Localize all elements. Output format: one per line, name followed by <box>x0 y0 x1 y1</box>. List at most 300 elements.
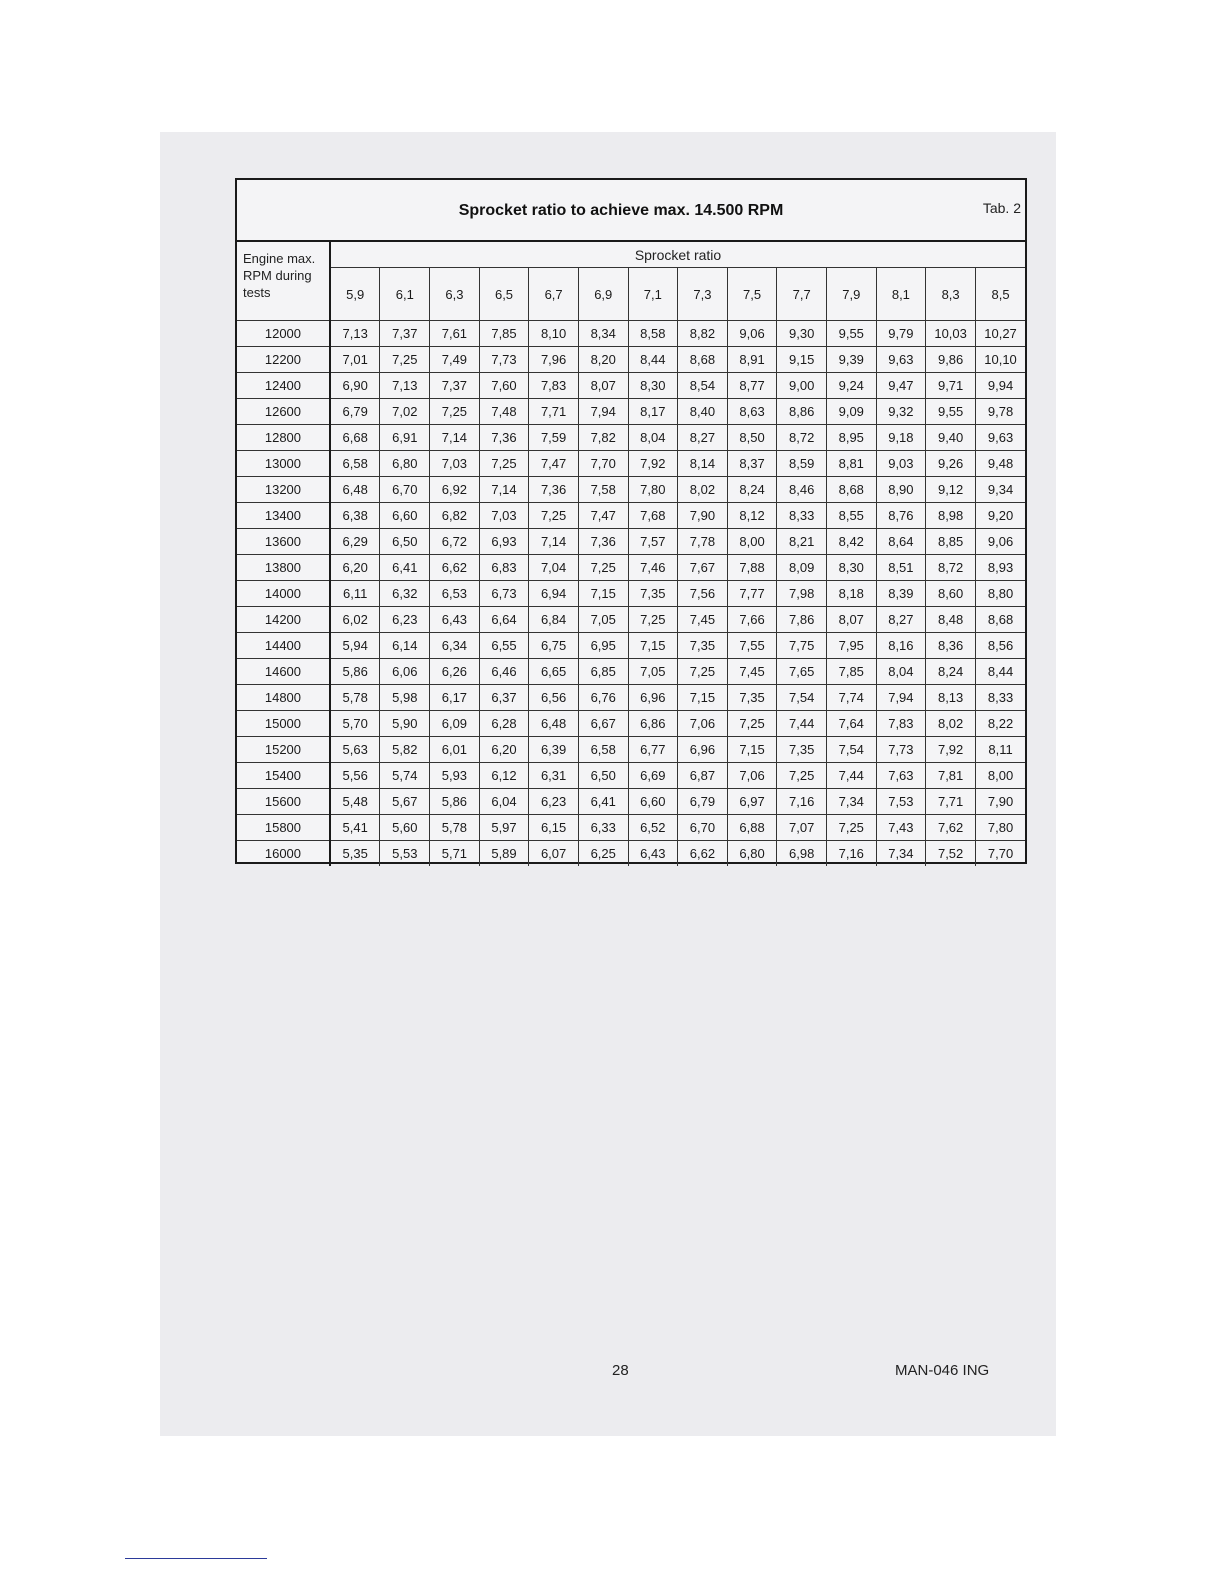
ratio-cell: 7,37 <box>380 321 430 347</box>
ratio-cell: 5,78 <box>330 685 380 711</box>
table-title: Sprocket ratio to achieve max. 14.500 RPM <box>458 202 784 219</box>
ratio-cell: 7,71 <box>926 789 976 815</box>
ratio-cell: 6,60 <box>628 789 678 815</box>
ratio-cell: 9,00 <box>777 373 827 399</box>
rpm-cell: 15800 <box>237 815 330 841</box>
ratio-cell: 9,20 <box>976 503 1025 529</box>
ratio-cell: 7,35 <box>777 737 827 763</box>
ratio-cell: 7,71 <box>529 399 579 425</box>
ratio-cell: 7,15 <box>678 685 728 711</box>
ratio-cell: 7,45 <box>678 607 728 633</box>
table-row <box>237 399 1025 425</box>
ratio-cell: 6,67 <box>578 711 628 737</box>
rpm-cell: 13800 <box>237 555 330 581</box>
ratio-cell: 5,82 <box>380 737 430 763</box>
ratio-cell: 5,56 <box>330 763 380 789</box>
ratio-cell: 9,55 <box>826 321 876 347</box>
ratio-cell: 8,40 <box>678 399 728 425</box>
column-header-row <box>237 268 1025 321</box>
ratio-cell: 7,94 <box>876 685 926 711</box>
ratio-cell: 7,62 <box>926 815 976 841</box>
ratio-cell: 5,48 <box>330 789 380 815</box>
ratio-cell: 5,86 <box>330 659 380 685</box>
ratio-cell: 6,72 <box>430 529 480 555</box>
ratio-cell: 5,98 <box>380 685 430 711</box>
ratio-cell: 6,04 <box>479 789 529 815</box>
ratio-cell: 5,97 <box>479 815 529 841</box>
rpm-cell: 13200 <box>237 477 330 503</box>
ratio-cell: 6,12 <box>479 763 529 789</box>
rpm-cell: 12400 <box>237 373 330 399</box>
rpm-cell: 12000 <box>237 321 330 347</box>
ratio-cell: 6,50 <box>578 763 628 789</box>
ratio-cell: 7,86 <box>777 607 827 633</box>
ratio-cell: 7,25 <box>826 815 876 841</box>
rpm-cell: 13600 <box>237 529 330 555</box>
ratio-cell: 6,88 <box>727 815 777 841</box>
table-row <box>237 503 1025 529</box>
ratio-cell: 6,93 <box>479 529 529 555</box>
ratio-cell: 9,39 <box>826 347 876 373</box>
ratio-cell: 8,85 <box>926 529 976 555</box>
ratio-cell: 9,06 <box>976 529 1025 555</box>
ratio-cell: 6,06 <box>380 659 430 685</box>
ratio-cell: 7,56 <box>678 581 728 607</box>
document-code: MAN-046 ING <box>895 1362 990 1379</box>
ratio-cell: 7,15 <box>727 737 777 763</box>
ratio-cell: 6,80 <box>380 451 430 477</box>
ratio-cell: 8,11 <box>976 737 1025 763</box>
table-row <box>237 373 1025 399</box>
ratio-cell: 8,76 <box>876 503 926 529</box>
ratio-cell: 7,13 <box>330 321 380 347</box>
ratio-cell: 8,33 <box>976 685 1025 711</box>
ratio-cell: 8,07 <box>826 607 876 633</box>
column-group-label: Sprocket ratio <box>331 242 1025 268</box>
ratio-cell: 7,25 <box>430 399 480 425</box>
ratio-cell: 5,93 <box>430 763 480 789</box>
ratio-cell: 8,30 <box>628 373 678 399</box>
ratio-cell: 9,15 <box>777 347 827 373</box>
ratio-cell: 6,77 <box>628 737 678 763</box>
ratio-cell: 6,90 <box>330 373 380 399</box>
ratio-cell: 8,44 <box>628 347 678 373</box>
ratio-cell: 8,07 <box>578 373 628 399</box>
ratio-cell: 8,21 <box>777 529 827 555</box>
rpm-cell: 15600 <box>237 789 330 815</box>
column-header: 7,5 <box>727 268 777 321</box>
ratio-cell: 7,25 <box>479 451 529 477</box>
ratio-cell: 6,79 <box>678 789 728 815</box>
ratio-cell: 9,18 <box>876 425 926 451</box>
ratio-cell: 7,14 <box>430 425 480 451</box>
ratio-cell: 6,23 <box>380 607 430 633</box>
ratio-cell: 7,36 <box>479 425 529 451</box>
ratio-cell: 7,57 <box>628 529 678 555</box>
ratio-cell: 8,72 <box>926 555 976 581</box>
ratio-cell: 6,97 <box>727 789 777 815</box>
ratio-cell: 6,34 <box>430 633 480 659</box>
ratio-cell: 8,81 <box>826 451 876 477</box>
ratio-cell: 7,34 <box>876 841 926 867</box>
ratio-cell: 8,04 <box>628 425 678 451</box>
ratio-cell: 9,78 <box>976 399 1025 425</box>
ratio-cell: 6,28 <box>479 711 529 737</box>
ratio-cell: 6,43 <box>628 841 678 867</box>
ratio-cell: 8,55 <box>826 503 876 529</box>
ratio-cell: 7,47 <box>578 503 628 529</box>
ratio-cell: 6,64 <box>479 607 529 633</box>
ratio-cell: 6,60 <box>380 503 430 529</box>
column-header: 7,1 <box>628 268 678 321</box>
ratio-cell: 7,35 <box>678 633 728 659</box>
ratio-cell: 7,45 <box>727 659 777 685</box>
ratio-cell: 10,03 <box>926 321 976 347</box>
table-row <box>237 763 1025 789</box>
ratio-cell: 8,02 <box>678 477 728 503</box>
ratio-cell: 8,72 <box>777 425 827 451</box>
table-row <box>237 685 1025 711</box>
ratio-cell: 7,58 <box>578 477 628 503</box>
ratio-cell: 8,86 <box>777 399 827 425</box>
rpm-cell: 14800 <box>237 685 330 711</box>
ratio-cell: 5,63 <box>330 737 380 763</box>
ratio-cell: 6,58 <box>330 451 380 477</box>
ratio-cell: 7,94 <box>578 399 628 425</box>
ratio-cell: 5,70 <box>330 711 380 737</box>
ratio-cell: 8,77 <box>727 373 777 399</box>
ratio-cell: 9,24 <box>826 373 876 399</box>
ratio-cell: 7,63 <box>876 763 926 789</box>
column-header: 8,3 <box>926 268 976 321</box>
ratio-cell: 6,41 <box>578 789 628 815</box>
ratio-cell: 7,74 <box>826 685 876 711</box>
ratio-cell: 6,79 <box>330 399 380 425</box>
ratio-cell: 7,15 <box>578 581 628 607</box>
ratio-cell: 8,68 <box>678 347 728 373</box>
ratio-cell: 7,15 <box>628 633 678 659</box>
ratio-cell: 5,94 <box>330 633 380 659</box>
ratio-cell: 8,00 <box>976 763 1025 789</box>
ratio-cell: 9,48 <box>976 451 1025 477</box>
ratio-cell: 7,73 <box>876 737 926 763</box>
ratio-cell: 5,67 <box>380 789 430 815</box>
column-header: 8,5 <box>976 268 1025 321</box>
ratio-cell: 7,05 <box>578 607 628 633</box>
column-header: 7,9 <box>826 268 876 321</box>
table-row <box>237 737 1025 763</box>
page-number: 28 <box>612 1362 629 1379</box>
ratio-cell: 8,90 <box>876 477 926 503</box>
ratio-cell: 7,55 <box>727 633 777 659</box>
ratio-cell: 8,33 <box>777 503 827 529</box>
ratio-cell: 6,62 <box>678 841 728 867</box>
ratio-cell: 6,09 <box>430 711 480 737</box>
ratio-cell: 9,79 <box>876 321 926 347</box>
table-row <box>237 321 1025 347</box>
table-row <box>237 789 1025 815</box>
ratio-cell: 6,20 <box>479 737 529 763</box>
ratio-cell: 7,25 <box>628 607 678 633</box>
table-row <box>237 555 1025 581</box>
ratio-cell: 10,10 <box>976 347 1025 373</box>
table-row <box>237 607 1025 633</box>
ratio-cell: 8,98 <box>926 503 976 529</box>
ratio-cell: 6,48 <box>330 477 380 503</box>
ratio-cell: 7,68 <box>628 503 678 529</box>
ratio-cell: 7,70 <box>578 451 628 477</box>
row-header-label: Engine max. RPM during tests <box>243 251 316 300</box>
ratio-cell: 8,60 <box>926 581 976 607</box>
ratio-cell: 7,83 <box>876 711 926 737</box>
ratio-cell: 6,26 <box>430 659 480 685</box>
ratio-cell: 7,03 <box>430 451 480 477</box>
ratio-cell: 6,96 <box>628 685 678 711</box>
ratio-cell: 8,51 <box>876 555 926 581</box>
footnote-divider <box>125 1558 267 1559</box>
ratio-cell: 7,06 <box>727 763 777 789</box>
rpm-cell: 13000 <box>237 451 330 477</box>
ratio-cell: 6,15 <box>529 815 579 841</box>
ratio-cell: 6,56 <box>529 685 579 711</box>
ratio-cell: 6,32 <box>380 581 430 607</box>
ratio-cell: 7,73 <box>479 347 529 373</box>
ratio-cell: 6,85 <box>578 659 628 685</box>
ratio-cell: 7,80 <box>628 477 678 503</box>
ratio-cell: 8,27 <box>678 425 728 451</box>
ratio-cell: 7,01 <box>330 347 380 373</box>
ratio-cell: 9,71 <box>926 373 976 399</box>
ratio-cell: 7,80 <box>976 815 1025 841</box>
ratio-cell: 6,53 <box>430 581 480 607</box>
ratio-cell: 5,89 <box>479 841 529 867</box>
ratio-cell: 6,43 <box>430 607 480 633</box>
ratio-cell: 7,07 <box>777 815 827 841</box>
ratio-cell: 7,25 <box>529 503 579 529</box>
ratio-cell: 7,48 <box>479 399 529 425</box>
ratio-cell: 6,23 <box>529 789 579 815</box>
ratio-cell: 5,53 <box>380 841 430 867</box>
table-row <box>237 633 1025 659</box>
table-row <box>237 815 1025 841</box>
ratio-cell: 7,85 <box>826 659 876 685</box>
ratio-cell: 8,46 <box>777 477 827 503</box>
ratio-cell: 7,44 <box>826 763 876 789</box>
ratio-cell: 8,24 <box>727 477 777 503</box>
ratio-cell: 8,12 <box>727 503 777 529</box>
ratio-cell: 7,88 <box>727 555 777 581</box>
ratio-cell: 8,82 <box>678 321 728 347</box>
ratio-cell: 8,64 <box>876 529 926 555</box>
ratio-cell: 6,65 <box>529 659 579 685</box>
column-header: 6,3 <box>430 268 480 321</box>
table-title-row <box>237 180 1025 242</box>
ratio-cell: 8,59 <box>777 451 827 477</box>
ratio-cell: 7,54 <box>826 737 876 763</box>
ratio-cell: 6,38 <box>330 503 380 529</box>
ratio-cell: 7,03 <box>479 503 529 529</box>
ratio-cell: 6,82 <box>430 503 480 529</box>
ratio-cell: 6,92 <box>430 477 480 503</box>
ratio-cell: 9,47 <box>876 373 926 399</box>
ratio-cell: 8,42 <box>826 529 876 555</box>
ratio-cell: 7,92 <box>628 451 678 477</box>
ratio-cell: 9,30 <box>777 321 827 347</box>
table-row <box>237 711 1025 737</box>
ratio-cell: 7,54 <box>777 685 827 711</box>
ratio-cell: 7,60 <box>479 373 529 399</box>
ratio-cell: 8,95 <box>826 425 876 451</box>
ratio-cell: 7,16 <box>777 789 827 815</box>
ratio-cell: 9,03 <box>876 451 926 477</box>
column-header: 6,7 <box>529 268 579 321</box>
ratio-cell: 6,83 <box>479 555 529 581</box>
ratio-cell: 8,58 <box>628 321 678 347</box>
column-header: 7,7 <box>777 268 827 321</box>
ratio-cell: 5,71 <box>430 841 480 867</box>
ratio-cell: 7,75 <box>777 633 827 659</box>
ratio-cell: 7,02 <box>380 399 430 425</box>
ratio-cell: 7,78 <box>678 529 728 555</box>
ratio-cell: 5,41 <box>330 815 380 841</box>
rpm-cell: 14200 <box>237 607 330 633</box>
ratio-cell: 6,11 <box>330 581 380 607</box>
ratio-cell: 8,56 <box>976 633 1025 659</box>
ratio-cell: 8,16 <box>876 633 926 659</box>
table-row <box>237 477 1025 503</box>
ratio-cell: 7,92 <box>926 737 976 763</box>
ratio-cell: 7,59 <box>529 425 579 451</box>
ratio-cell: 9,32 <box>876 399 926 425</box>
ratio-cell: 8,30 <box>826 555 876 581</box>
ratio-cell: 8,14 <box>678 451 728 477</box>
ratio-cell: 7,49 <box>430 347 480 373</box>
rpm-cell: 16000 <box>237 841 330 867</box>
ratio-cell: 6,96 <box>678 737 728 763</box>
ratio-cell: 9,12 <box>926 477 976 503</box>
ratio-cell: 6,80 <box>727 841 777 867</box>
ratio-cell: 7,90 <box>976 789 1025 815</box>
ratio-cell: 6,01 <box>430 737 480 763</box>
ratio-cell: 6,41 <box>380 555 430 581</box>
ratio-cell: 7,25 <box>578 555 628 581</box>
ratio-cell: 7,36 <box>578 529 628 555</box>
ratio-cell: 5,78 <box>430 815 480 841</box>
ratio-cell: 8,63 <box>727 399 777 425</box>
ratio-cell: 7,14 <box>479 477 529 503</box>
ratio-cell: 7,95 <box>826 633 876 659</box>
column-header: 6,9 <box>578 268 628 321</box>
ratio-cell: 9,63 <box>976 425 1025 451</box>
ratio-cell: 8,68 <box>976 607 1025 633</box>
ratio-cell: 6,48 <box>529 711 579 737</box>
ratio-cell: 6,68 <box>330 425 380 451</box>
ratio-cell: 9,86 <box>926 347 976 373</box>
ratio-cell: 8,04 <box>876 659 926 685</box>
ratio-cell: 7,37 <box>430 373 480 399</box>
ratio-cell: 8,13 <box>926 685 976 711</box>
rpm-cell: 13400 <box>237 503 330 529</box>
ratio-cell: 5,60 <box>380 815 430 841</box>
rpm-cell: 14000 <box>237 581 330 607</box>
ratio-cell: 10,27 <box>976 321 1025 347</box>
ratio-cell: 6,39 <box>529 737 579 763</box>
ratio-cell: 9,06 <box>727 321 777 347</box>
ratio-cell: 6,70 <box>380 477 430 503</box>
ratio-cell: 5,35 <box>330 841 380 867</box>
ratio-cell: 7,65 <box>777 659 827 685</box>
table-row <box>237 659 1025 685</box>
ratio-cell: 8,54 <box>678 373 728 399</box>
ratio-cell: 6,94 <box>529 581 579 607</box>
ratio-cell: 9,63 <box>876 347 926 373</box>
ratio-cell: 6,73 <box>479 581 529 607</box>
ratio-cell: 8,34 <box>578 321 628 347</box>
ratio-cell: 7,06 <box>678 711 728 737</box>
ratio-cell: 7,35 <box>727 685 777 711</box>
ratio-cell: 7,81 <box>926 763 976 789</box>
rpm-cell: 12800 <box>237 425 330 451</box>
ratio-cell: 8,00 <box>727 529 777 555</box>
ratio-cell: 7,16 <box>826 841 876 867</box>
ratio-cell: 7,67 <box>678 555 728 581</box>
ratio-cell: 8,36 <box>926 633 976 659</box>
ratio-cell: 5,86 <box>430 789 480 815</box>
column-header: 8,1 <box>876 268 926 321</box>
ratio-cell: 8,68 <box>826 477 876 503</box>
ratio-cell: 6,95 <box>578 633 628 659</box>
ratio-cell: 9,40 <box>926 425 976 451</box>
ratio-cell: 7,61 <box>430 321 480 347</box>
ratio-cell: 7,66 <box>727 607 777 633</box>
ratio-cell: 7,96 <box>529 347 579 373</box>
rpm-cell: 14600 <box>237 659 330 685</box>
rpm-cell: 15400 <box>237 763 330 789</box>
ratio-cell: 6,33 <box>578 815 628 841</box>
table-row <box>237 347 1025 373</box>
ratio-cell: 6,62 <box>430 555 480 581</box>
rpm-cell: 14400 <box>237 633 330 659</box>
ratio-cell: 7,25 <box>777 763 827 789</box>
table-row <box>237 425 1025 451</box>
ratio-cell: 6,50 <box>380 529 430 555</box>
ratio-cell: 9,94 <box>976 373 1025 399</box>
ratio-cell: 6,31 <box>529 763 579 789</box>
ratio-cell: 7,52 <box>926 841 976 867</box>
ratio-cell: 6,76 <box>578 685 628 711</box>
column-header: 6,1 <box>380 268 430 321</box>
ratio-cell: 8,10 <box>529 321 579 347</box>
ratio-cell: 8,27 <box>876 607 926 633</box>
ratio-cell: 9,26 <box>926 451 976 477</box>
ratio-cell: 8,37 <box>727 451 777 477</box>
ratio-grid <box>237 268 1025 866</box>
ratio-cell: 8,09 <box>777 555 827 581</box>
ratio-cell: 6,75 <box>529 633 579 659</box>
rpm-cell: 15200 <box>237 737 330 763</box>
ratio-cell: 6,91 <box>380 425 430 451</box>
ratio-cell: 6,02 <box>330 607 380 633</box>
ratio-cell: 8,22 <box>976 711 1025 737</box>
ratio-cell: 8,44 <box>976 659 1025 685</box>
ratio-cell: 7,04 <box>529 555 579 581</box>
table-reference: Tab. 2 <box>982 200 1021 216</box>
ratio-cell: 7,98 <box>777 581 827 607</box>
ratio-cell: 6,52 <box>628 815 678 841</box>
ratio-cell: 8,91 <box>727 347 777 373</box>
ratio-cell: 6,07 <box>529 841 579 867</box>
ratio-cell: 8,17 <box>628 399 678 425</box>
